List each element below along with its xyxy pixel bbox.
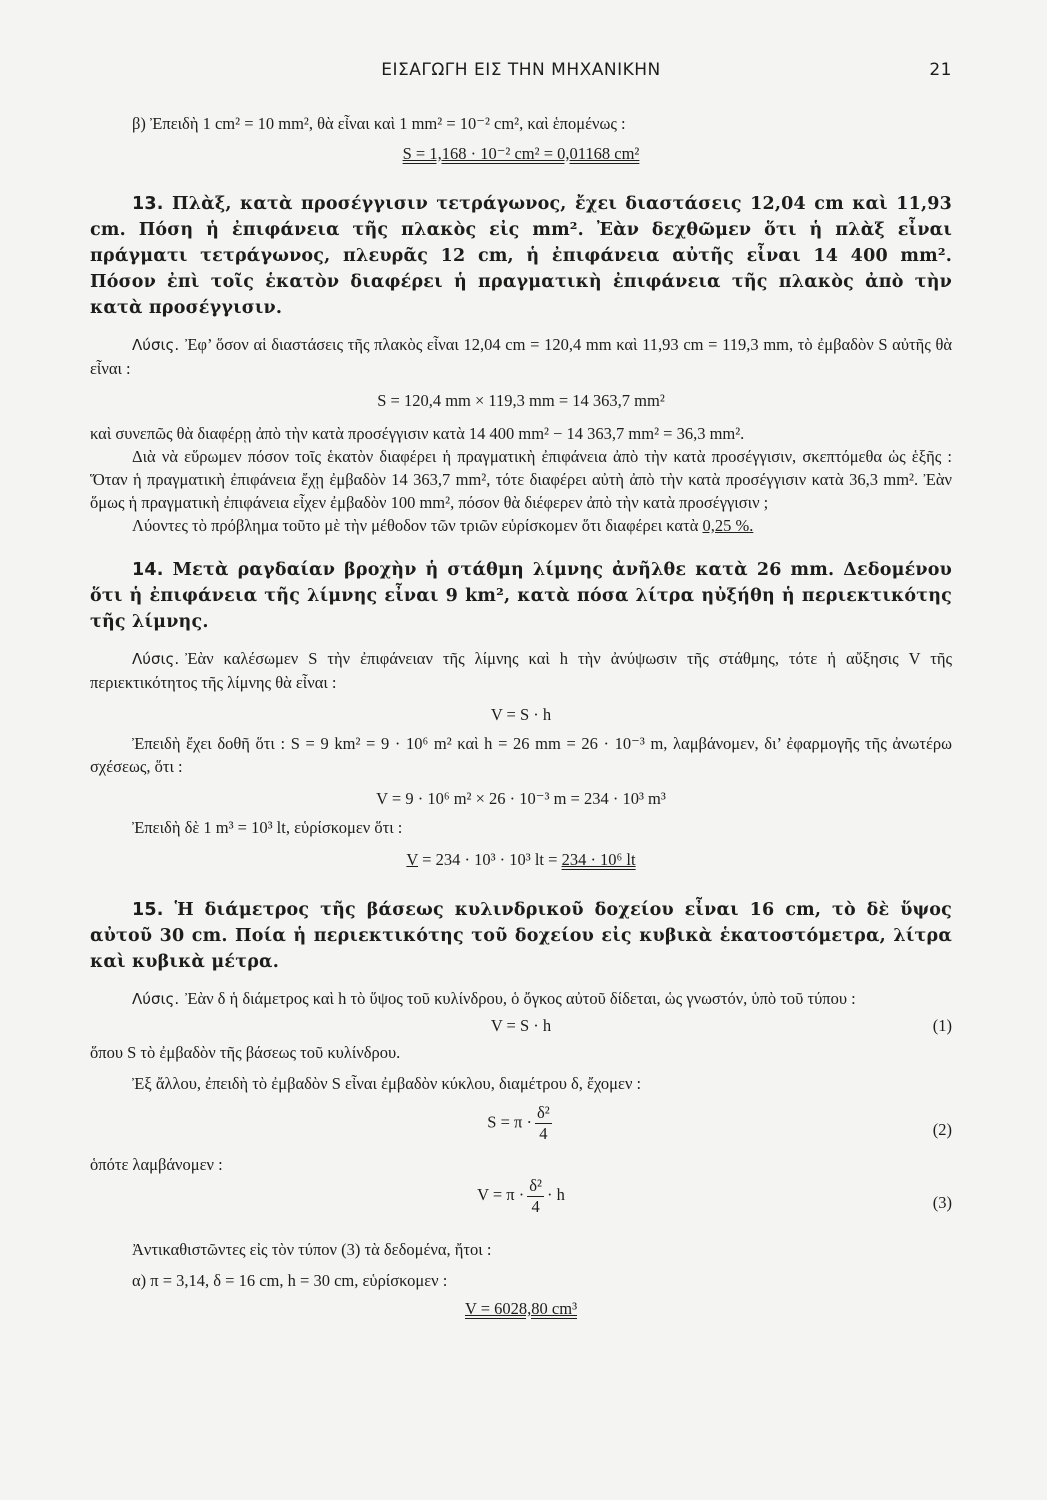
problem-15-statement: 15. Ἡ διάμετρος τῆς βάσεως κυλινδρικοῦ δοχείου εἶναι 16 cm, τὸ δὲ ὕψος αὐτοῦ 30 cm. Ποία ἡ περιεκτικότης τοῦ δοχείου εἰς κυβικὰ ἑκατοστόμετρα, λίτρα καὶ κυβικὰ μέτρα. <box>90 900 952 972</box>
equation-number-3: (3) <box>932 1193 952 1212</box>
problem-13-reasoning: Διὰ νὰ εὕρωμεν πόσον τοῖς ἑκατὸν διαφέρει ἡ πραγματικὴ ἐπιφάνεια ἀπὸ τὴν κατὰ προσέγγισιν, σκεπτόμεθα ὡς ἑξῆς : Ὅταν ἡ πραγματικὴ ἐπιφάνεια ἔχῃ ἐμβαδὸν 14 363,7 mm², τότε διαφέρει αὐτὴ ἀπὸ τὴν κατὰ προσέγγισιν κατὰ 36,3 mm². Ἐὰν ὅμως ἡ πραγματικὴ ἐπιφάνεια εἶχεν ἐμβαδὸν 100 mm², πόσον θὰ διέφερεν ἀπὸ τὴν κατὰ προσέγγισιν ; <box>90 447 952 512</box>
problem-13-solution-intro: Λύσις. Ἐφ’ ὅσον αἱ διαστάσεις τῆς πλακὸς εἶναι 12,04 cm = 120,4 mm καὶ 11,93 cm = 119,3 mm, τὸ ἐμβαδὸν S αὐτῆς θὰ εἶναι : <box>90 335 952 378</box>
equation-number-2: (2) <box>932 1120 952 1139</box>
part-b-text: β) Ἐπειδὴ 1 cm² = 10 mm², θὰ εἶναι καὶ 1 mm² = 10⁻² cm², καὶ ἑπομένως : <box>132 114 626 133</box>
problem-15-where: ὅπου S τὸ ἐμβαδὸν τῆς βάσεως τοῦ κυλίνδρου. <box>90 1043 401 1062</box>
chapter-title: ΕΙΣΑΓΩΓΗ ΕΙΣ ΤΗΝ ΜΗΧΑΝΙΚΗΝ <box>381 60 661 80</box>
problem-15-substitution: Ἀντικαθιστῶντες εἰς τὸν τύπον (3) τὰ δεδομένα, ἤτοι : <box>132 1240 492 1259</box>
problem-13-difference: καὶ συνεπῶς θὰ διαφέρῃ ἀπὸ τὴν κατὰ προσέγγισιν κατὰ 14 400 mm² − 14 363,7 mm² = 36,3 mm². <box>90 424 745 443</box>
problem-14-equation-1: V = S · h <box>490 705 552 724</box>
problem-15-solution-intro: Λύσις. Ἐὰν δ ἡ διάμετρος καὶ h τὸ ὕψος τοῦ κυλίνδρου, ὁ ὄγκος αὐτοῦ δίδεται, ὡς γνωστόν, ὑπὸ τοῦ τύπου : <box>132 989 856 1008</box>
page-number: 21 <box>929 60 952 80</box>
problem-13-equation: S = 120,4 mm × 119,3 mm = 14 363,7 mm² <box>377 391 665 410</box>
problem-14-conversion: Ἐπειδὴ δὲ 1 m³ = 10³ lt, εὑρίσκομεν ὅτι : <box>132 818 403 837</box>
problem-13-answer-line: Λύοντες τὸ πρόβλημα τοῦτο μὲ τὴν μέθοδον τῶν τριῶν εὑρίσκομεν ὅτι διαφέρει κατὰ 0,25 %. <box>132 516 754 535</box>
running-head <box>90 60 952 88</box>
page-content <box>90 112 952 1322</box>
problem-14-result: V = 234 · 10³ · 10³ lt = 234 · 10⁶ lt <box>406 850 636 869</box>
problem-13-answer: 0,25 %. <box>702 516 754 535</box>
part-b-result: S = 1,168 · 10⁻² cm² = 0,01168 cm² <box>402 144 640 163</box>
problem-14-statement: 14. Μετὰ ραγδαίαν βροχὴν ἡ στάθμη λίμνης ἀνῆλθε κατὰ 26 mm. Δεδομένου ὅτι ἡ ἐπιφάνεια τῆς λίμνης εἶναι 9 km², κατὰ πόσα λίτρα ηὐξήθη ἡ περιεκτικότης τῆς λίμνης. <box>90 560 952 632</box>
problem-14-equation-2: V = 9 · 10⁶ m² × 26 · 10⁻³ m = 234 · 10³ m³ <box>376 789 666 808</box>
equation-number-1: (1) <box>932 1016 952 1035</box>
problem-15-equation-2: S = π · $\frac{\text{δ²}}{4}$ (2) <box>487 1103 952 1143</box>
problem-15-equation-1: V = S · h (1) <box>90 1011 952 1041</box>
problem-15-hence: ὁπότε λαμβάνομεν : <box>90 1155 223 1174</box>
problem-15-equation-3: V = π · $\frac{\text{δ²}}{4}$ · h (3) <box>477 1176 952 1216</box>
problem-15-result: V = 6028,80 cm³ <box>464 1299 578 1318</box>
problem-14-given: Ἐπειδὴ ἔχει δοθῆ ὅτι : S = 9 km² = 9 · 10⁶ m² καὶ h = 26 mm = 26 · 10⁻³ m, λαμβάνομεν, δι’ ἐφαρμογῆς τῆς ἀνωτέρω σχέσεως, ὅτι : <box>90 734 952 776</box>
problem-15-circle-area: Ἐξ ἄλλου, ἐπειδὴ τὸ ἐμβαδὸν S εἶναι ἐμβαδὸν κύκλου, διαμέτρου δ, ἔχομεν : <box>132 1074 642 1093</box>
problem-13-statement: 13. Πλὰξ, κατὰ προσέγγισιν τετράγωνος, ἔχει διαστάσεις 12,04 cm καὶ 11,93 cm. Πόση ἡ ἐπιφάνεια τῆς πλακὸς εἰς mm². Ἐὰν δεχθῶμεν ὅτι ἡ πλὰξ εἶναι πράγματι τετράγωνος, πλευρᾶς 12 cm, ἡ ἐπιφάνεια αὐτῆς εἶναι 14 400 mm². Πόσον ἐπὶ τοῖς ἑκατὸν διαφέρει ἡ πραγματικὴ ἐπιφάνεια τῆς πλακὸς ἀπὸ τὴν κατὰ προσέγγισιν. <box>90 194 952 318</box>
problem-15-values: α) π = 3,14, δ = 16 cm, h = 30 cm, εὑρίσκομεν : <box>132 1271 448 1290</box>
problem-14-solution-intro: Λύσις. Ἐὰν καλέσωμεν S τὴν ἐπιφάνειαν τῆς λίμνης καὶ h τὴν ἀνύψωσιν τῆς στάθμης, τότε ἡ αὔξησις V τῆς περιεκτικότητος τῆς λίμνης θὰ εἶναι : <box>90 649 952 692</box>
